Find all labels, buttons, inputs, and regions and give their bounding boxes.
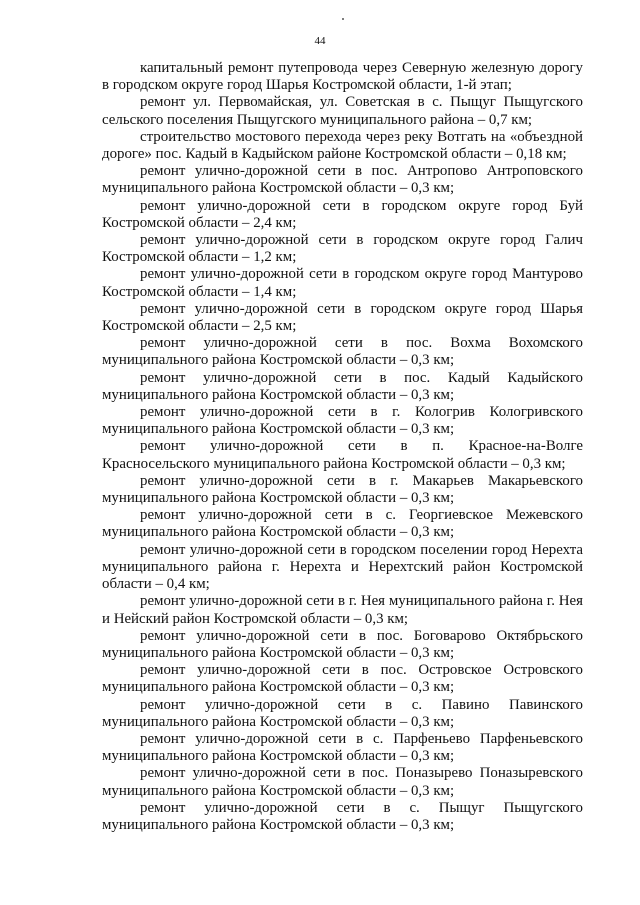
paragraph: ремонт улично-дорожной сети в городском округе город Галич Костромской области – 1,2 км; [102,232,583,266]
paragraph: ремонт ул. Первомайская, ул. Советская в с. Пыщуг Пыщугского сельского поселения Пыщугского муниципального района – 0,7 км; [102,94,583,128]
paragraph: ремонт улично-дорожной сети в городском округе город Мантурово Костромской области – 1,4 км; [102,266,583,300]
paragraph: ремонт улично-дорожной сети в пос. Поназырево Поназыревского муниципального района Костромской области – 0,3 км; [102,765,583,799]
paragraph: ремонт улично-дорожной сети в с. Георгиевское Межевского муниципального района Костромской области – 0,3 км; [102,507,583,541]
paragraph: ремонт улично-дорожной сети в с. Пыщуг Пыщугского муниципального района Костромской области – 0,3 км; [102,799,583,833]
paragraph: ремонт улично-дорожной сети в с. Павино Павинского муниципального района Костромской области – 0,3 км; [102,696,583,730]
paragraph: ремонт улично-дорожной сети в пос. Антропово Антроповского муниципального района Костромской области – 0,3 км; [102,163,583,197]
page-number: 44 [314,35,326,47]
paragraph: ремонт улично-дорожной сети в п. Красное-на-Волге Красносельского муниципального района Костромской области – 0,3 км; [102,438,583,472]
body-text [102,60,583,834]
paragraph: ремонт улично-дорожной сети в городском округе город Шарья Костромской области – 2,5 км; [102,300,583,335]
paragraph: ремонт улично-дорожной сети в городском округе город Буй Костромской области – 2,4 км; [102,197,583,231]
paragraph: ремонт улично-дорожной сети в пос. Боговарово Октябрьского муниципального района Костромской области – 0,3 км; [102,627,583,661]
paragraph: ремонт улично-дорожной сети в с. Парфеньево Парфеньевского муниципального района Костромской области – 0,3 км; [102,730,583,765]
scan-speck [342,18,344,20]
paragraph: ремонт улично-дорожной сети в г. Макарьев Макарьевского муниципального района Костромской области – 0,3 км; [102,472,583,507]
paragraph: ремонт улично-дорожной сети в городском поселении город Нерехта муниципального района г. Нерехта и Нерехтский район Костромской области – 0,4 км; [102,541,583,593]
paragraph: ремонт улично-дорожной сети в г. Кологрив Кологривского муниципального района Костромской области – 0,3 км; [102,404,583,438]
paragraph: ремонт улично-дорожной сети в пос. Островское Островского муниципального района Костромской области – 0,3 км; [102,662,583,696]
paragraph: строительство мостового перехода через реку Вотгать на «объездной дороге» пос. Кадый в Кадыйском районе Костромской области – 0,18 км; [102,128,583,163]
paragraph: ремонт улично-дорожной сети в пос. Вохма Вохомского муниципального района Костромской области – 0,3 км; [102,335,583,369]
paragraph: ремонт улично-дорожной сети в г. Нея муниципального района г. Нея и Нейский район Костромской области – 0,3 км; [102,593,583,627]
paragraph: ремонт улично-дорожной сети в пос. Кадый Кадыйского муниципального района Костромской области – 0,3 км; [102,369,583,403]
paragraph: капитальный ремонт путепровода через Северную железную дорогу в городском округе город Шарья Костромской области, 1-й этап; [102,60,583,94]
